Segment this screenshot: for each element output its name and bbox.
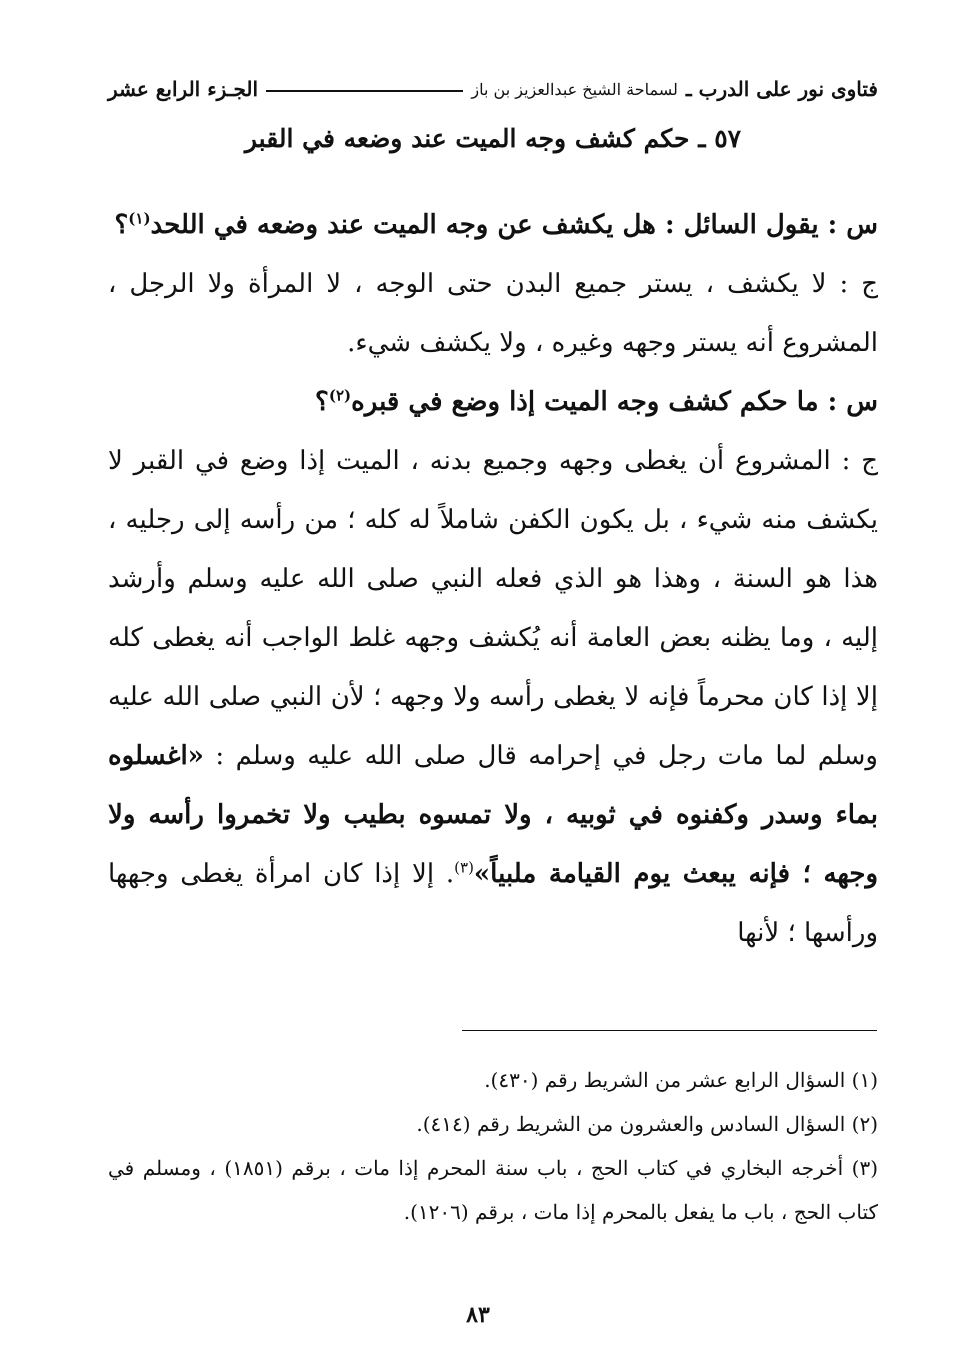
question-2-mark: ؟ bbox=[315, 387, 329, 417]
author-name: لسماحة الشيخ عبدالعزيز بن باز bbox=[471, 79, 678, 99]
footnote-ref-1: (١) bbox=[128, 209, 151, 228]
footnote-3: (٣) أخرجه البخاري في كتاب الحج ، باب سنة المحرم إذا مات ، برقم (١٨٥١) ، ومسلم في كتاب الحج ، باب ما يفعل بالمحرم إذا مات ، برقم (١٢٠٦). bbox=[108, 1156, 878, 1224]
body-text bbox=[108, 196, 878, 963]
footnote-2: (٢) السؤال السادس والعشرون من الشريط رقم (٤١٤). bbox=[416, 1112, 878, 1136]
footnotes bbox=[108, 1058, 878, 1234]
answer-2 bbox=[108, 432, 878, 963]
answer-1: ج : لا يكشف ، يستر جميع البدن حتى الوجه ، لا المرأة ولا الرجل ، المشروع أنه يستر وجهه وغيره ، ولا يكشف شيء. bbox=[108, 269, 878, 358]
footnote-ref-2: (٢) bbox=[328, 386, 352, 405]
chapter-title: ٥٧ ـ حكم كشف وجه الميت عند وضعه في القبر bbox=[244, 124, 742, 153]
question-2-text: س : ما حكم كشف وجه الميت إذا وضع في قبره bbox=[351, 387, 878, 417]
footnote-divider bbox=[462, 1030, 877, 1031]
running-header bbox=[108, 74, 878, 104]
page-number: ٨٣ bbox=[466, 1302, 490, 1328]
volume-label: الجـزء الرابع عشر bbox=[108, 77, 259, 101]
footnote-ref-3: (٣) bbox=[454, 858, 474, 877]
footnote-1: (١) السؤال الرابع عشر من الشريط رقم (٤٣٠). bbox=[484, 1068, 878, 1092]
answer-2-text: ج : المشروع أن يغطى وجهه وجميع بدنه ، الميت إذا وضع في القبر لا يكشف منه شيء ، بل يكون الكفن شاملاً له كله ؛ من رأسه إلى رجليه ، هذا هو السنة ، وهذا هو الذي فعله النبي صلى الله عليه وسلم وأرشد إليه ، وما يظنه بعض العامة أنه يُكشف وجهه غلط الواجب أنه يغطى كله إلا إذا كان محرماً فإنه لا يغطى رأسه ولا وجهه ؛ لأن النبي صلى الله عليه وسلم لما مات رجل في إحرامه قال صلى الله عليه وسلم : bbox=[108, 446, 878, 771]
question-2 bbox=[108, 373, 878, 432]
question-1-text: س : يقول السائل : هل يكشف عن وجه الميت عند وضعه في اللحد bbox=[150, 210, 878, 240]
question-1 bbox=[108, 196, 878, 255]
hadith-quote: «اغسلوه بماء وسدر وكفنوه في ثوبيه ، ولا تمسوه بطيب ولا تخمروا رأسه ولا وجهه ؛ فإنه يبعث يوم القيامة ملبياً» bbox=[108, 741, 878, 889]
question-1-mark: ؟ bbox=[114, 210, 129, 240]
answer-2-continuation: . إلا إذا كان امرأة يغطى وجهها ورأسها ؛ لأنها bbox=[108, 859, 878, 948]
book-title: فتاوى نور على الدرب ـ bbox=[685, 77, 878, 101]
header-rule bbox=[266, 90, 463, 92]
